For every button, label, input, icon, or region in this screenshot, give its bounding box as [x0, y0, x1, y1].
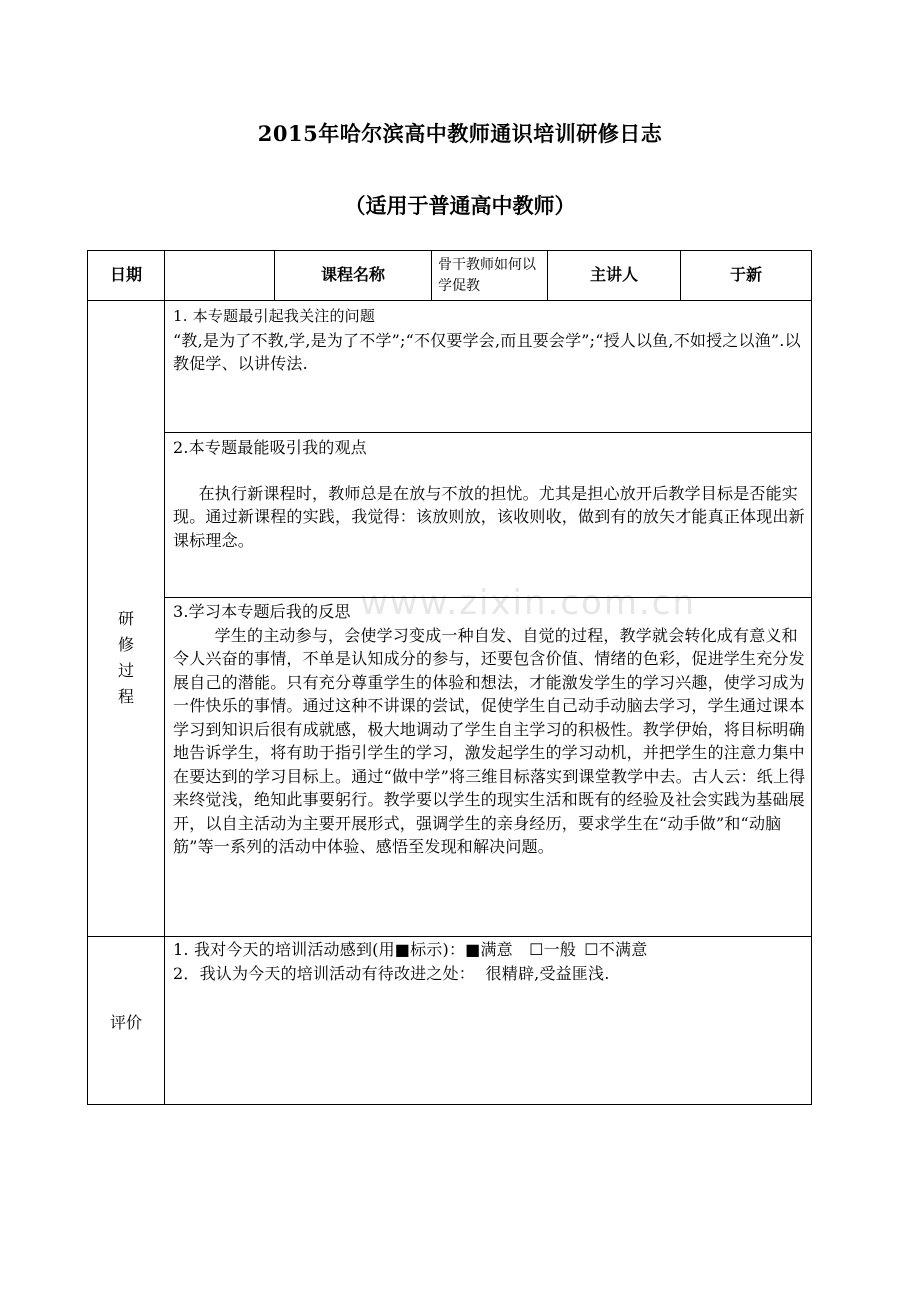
document-subtitle: （适用于普通高中教师）	[344, 193, 576, 218]
document-title: 2015年哈尔滨高中教师通识培训研修日志	[257, 121, 663, 146]
section3-text: 学生的主动参与，会使学习变成一种自发、自觉的过程，教学就会转化成有意义和令人兴奋的事情，不单是认知成分的参与，还要包含价值、情绪的色彩，促进学生充分发展自己的潜能。只有充分尊重学生的体验和想法，才能激发学生的学习兴趣，使学习成为一件快乐的事情。通过这种不讲课的尝试，促使学生自己动手动脑去学习，学生通过课本学习到知识后很有成就感，极大地调动了学生自主学习的积极性。教学伊始，将目标明确地告诉学生，将有助于指引学生的学习，激发起学生的学习动机，并把学生的注意力集中在要达到的学习目标上。通过“做中学”将三维目标落实到课堂教学中去。古人云：纸上得来终觉浅，绝知此事要躬行。教学要以学生的现实生活和既有的经验及社会实践为基础展开，以自主活动为主要开展形式，强调学生的亲身经历，要求学生在“动手做”和“动脑筋”等一系列的活动中体验、感悟至发现和解决问题。	[173, 625, 806, 856]
option-average-label: 一般	[543, 940, 577, 959]
option-satisfied-label: 满意	[480, 940, 513, 959]
process-label-char: 修	[117, 635, 134, 654]
process-label-char: 过	[117, 661, 134, 680]
option-unsatisfied	[584, 940, 647, 959]
option-average	[529, 940, 576, 959]
section1-text: “教,是为了不教,学,是为了不学”;“不仅要学会,而且要会学”;“授人以鱼,不如授之以渔”.以教促学、以讲传法.	[173, 330, 801, 373]
evaluation-content	[173, 938, 808, 985]
section2-heading: 2.本专题最能吸引我的观点	[173, 438, 367, 457]
evaluation-line1	[173, 938, 808, 962]
section2-bottom-border	[164, 597, 812, 598]
date-label: 日期	[109, 265, 142, 284]
speaker-value: 于新	[729, 265, 762, 284]
section1	[173, 305, 805, 376]
section2-text: 在执行新课程时，教师总是在放与不放的担忧。尤其是担心放开后教学目标是否能实现。通过新课程的实践，我觉得：该放则放，该收则收，做到有的放矢才能真正体现出新课标理念。	[173, 483, 805, 550]
section3-heading: 3.学习本专题后我的反思	[173, 602, 351, 621]
speaker-label: 主讲人	[589, 265, 638, 284]
section2	[173, 436, 808, 552]
section1-bottom-border	[164, 432, 812, 433]
process-label	[116, 606, 136, 710]
evaluation-prefix: 1. 我对今天的培训活动感到(用■标示)：	[173, 940, 466, 959]
course-name-label: 课程名称	[320, 265, 385, 284]
process-label-char: 程	[117, 687, 134, 706]
section1-heading: 1. 本专题最引起我关注的问题	[173, 307, 376, 325]
course-name-value: 骨干教师如何以学促教	[438, 257, 536, 294]
filled-square-icon: ■	[465, 940, 481, 959]
process-row-bottom-border	[87, 936, 812, 937]
empty-square-icon: ☐	[529, 940, 544, 959]
process-label-char: 研	[117, 609, 134, 628]
option-unsatisfied-label: 不满意	[598, 940, 648, 959]
evaluation-label: 评价	[109, 1013, 142, 1032]
evaluation-line2: 2．我认为今天的培训活动有待改进之处： 很精辟,受益匪浅.	[173, 963, 610, 983]
watermark: www.zixin.com.cn	[360, 583, 696, 623]
header-row-bottom-border	[87, 300, 812, 301]
label-column-border	[164, 250, 165, 1105]
option-satisfied	[465, 940, 513, 959]
course-label-border	[431, 250, 432, 300]
empty-square-icon: ☐	[584, 940, 599, 959]
section3	[173, 600, 808, 859]
